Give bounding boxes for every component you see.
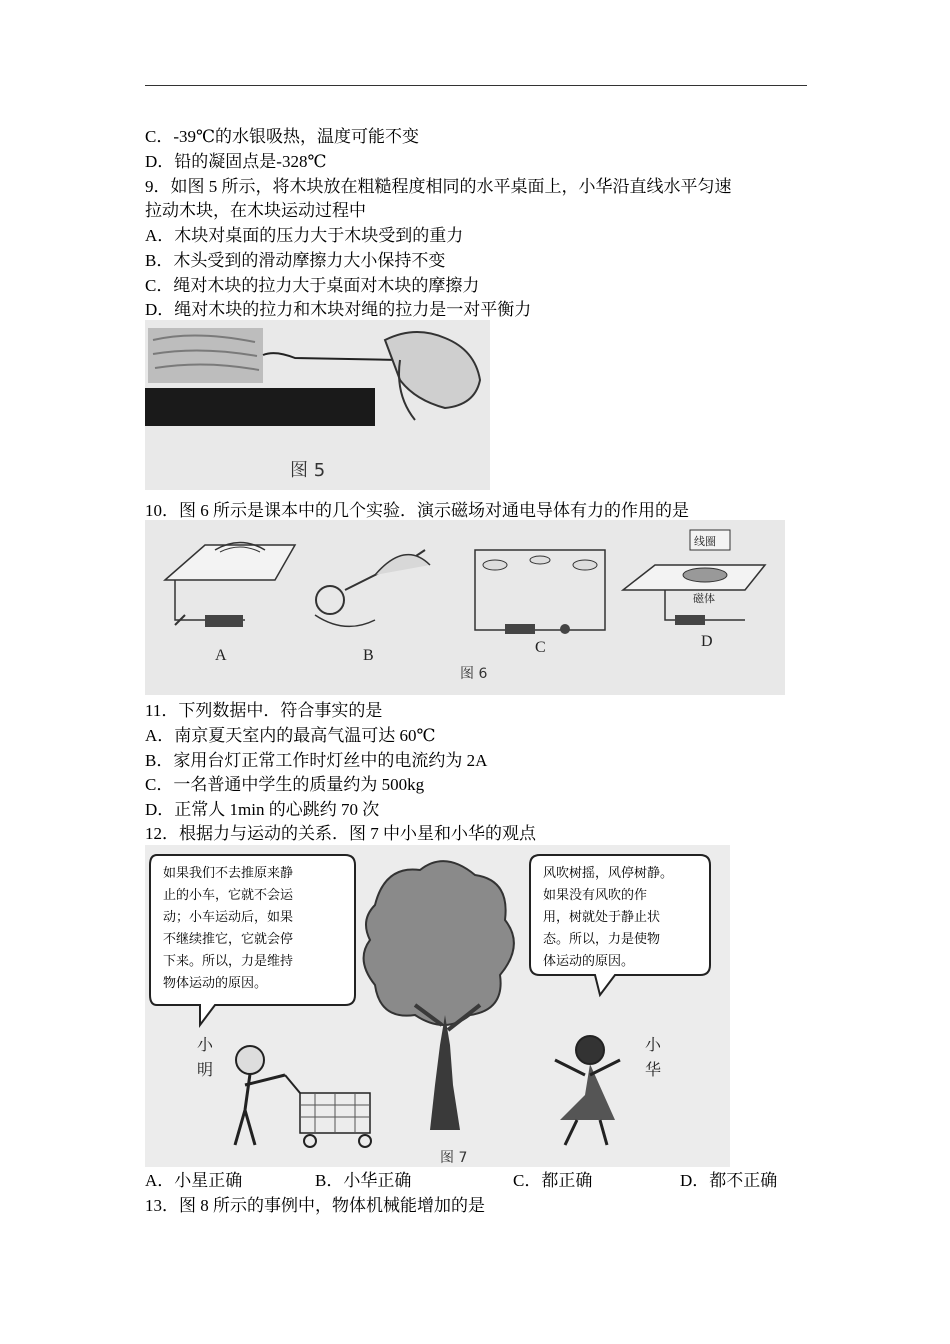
label-a: A bbox=[215, 647, 227, 664]
q11-option-a: A．南京夏天室内的最高气温可达 60℃ bbox=[145, 726, 436, 745]
left-bubble-line3: 动；小车运动后，如果 bbox=[163, 910, 294, 925]
left-name-char1: 小 bbox=[197, 1037, 214, 1054]
q11-option-d: D．正常人 1min 的心跳约 70 次 bbox=[145, 800, 380, 819]
q10-stem: 10．图 6 所示是课本中的几个实验．演示磁场对通电导体有力的作用的是 bbox=[145, 501, 689, 520]
left-name-char2: 明 bbox=[197, 1062, 214, 1079]
right-bubble-line3: 用，树就处于静止状 bbox=[543, 910, 661, 925]
q8-option-c: C．-39℃的水银吸热，温度可能不变 bbox=[145, 127, 420, 146]
left-speech-bubble bbox=[150, 855, 355, 1025]
q9-stem-line1: 9．如图 5 所示，将木块放在粗糙程度相同的水平桌面上，小华沿直线水平匀速 bbox=[145, 177, 732, 196]
label-d: D bbox=[701, 633, 713, 650]
label-c: C bbox=[535, 639, 546, 656]
q9-option-c: C．绳对木块的拉力大于桌面对木块的摩擦力 bbox=[145, 276, 480, 295]
right-bubble-line1: 风吹树摇，风停树静。 bbox=[543, 866, 674, 881]
left-bubble-line5: 下来。所以，力是维持 bbox=[163, 954, 294, 969]
q12-stem: 12．根据力与运动的关系．图 7 中小星和小华的观点 bbox=[145, 824, 536, 843]
figure-5-caption: 图 5 bbox=[290, 460, 326, 481]
table-surface bbox=[145, 388, 375, 426]
figure-5 bbox=[145, 320, 490, 490]
wood-block bbox=[148, 328, 263, 383]
q9-stem-line2: 拉动木块，在木块运动过程中 bbox=[145, 201, 366, 220]
left-bubble-line2: 止的小车，它就不会运 bbox=[163, 888, 294, 903]
label-b: B bbox=[363, 647, 374, 664]
right-name-char1: 小 bbox=[645, 1037, 662, 1054]
left-bubble-line4: 不继续推它，它就会停 bbox=[163, 932, 294, 947]
right-bubble-line5: 体运动的原因。 bbox=[543, 954, 635, 969]
right-bubble-line4: 态。所以，力是使物 bbox=[543, 932, 661, 947]
left-bubble-line6: 物体运动的原因。 bbox=[163, 976, 268, 991]
q11-option-b: B．家用台灯正常工作时灯丝中的电流约为 2A bbox=[145, 751, 488, 770]
q8-option-d: D．铅的凝固点是-328℃ bbox=[145, 152, 327, 171]
q9-option-a: A．木块对桌面的压力大于木块受到的重力 bbox=[145, 226, 464, 245]
q9-option-b: B．木头受到的滑动摩擦力大小保持不变 bbox=[145, 251, 446, 270]
coil-label: 线圈 bbox=[694, 536, 716, 548]
right-name-char2: 华 bbox=[645, 1062, 662, 1079]
q12-option-d: D．都不正确 bbox=[680, 1171, 778, 1190]
figure-6 bbox=[145, 520, 785, 695]
q13-stem: 13．图 8 所示的事例中，物体机械能增加的是 bbox=[145, 1196, 485, 1215]
q12-option-a: A．小星正确 bbox=[145, 1171, 243, 1190]
q12-option-c: C．都正确 bbox=[513, 1171, 593, 1190]
figure-7-caption: 图 7 bbox=[440, 1150, 468, 1166]
q9-option-d: D．绳对木块的拉力和木块对绳的拉力是一对平衡力 bbox=[145, 300, 532, 319]
q12-option-b: B．小华正确 bbox=[315, 1171, 412, 1190]
left-bubble-line1: 如果我们不去推原来静 bbox=[163, 866, 294, 881]
magnet-label: 磁体 bbox=[693, 593, 715, 605]
header-rule bbox=[145, 85, 807, 86]
figure-6-caption: 图 6 bbox=[460, 666, 488, 682]
right-speech-bubble bbox=[530, 855, 710, 995]
figure-7 bbox=[145, 845, 730, 1167]
q11-option-c: C．一名普通中学生的质量约为 500kg bbox=[145, 775, 425, 794]
right-bubble-line2: 如果没有风吹的作 bbox=[543, 888, 648, 903]
q11-stem: 11．下列数据中．符合事实的是 bbox=[145, 701, 383, 720]
